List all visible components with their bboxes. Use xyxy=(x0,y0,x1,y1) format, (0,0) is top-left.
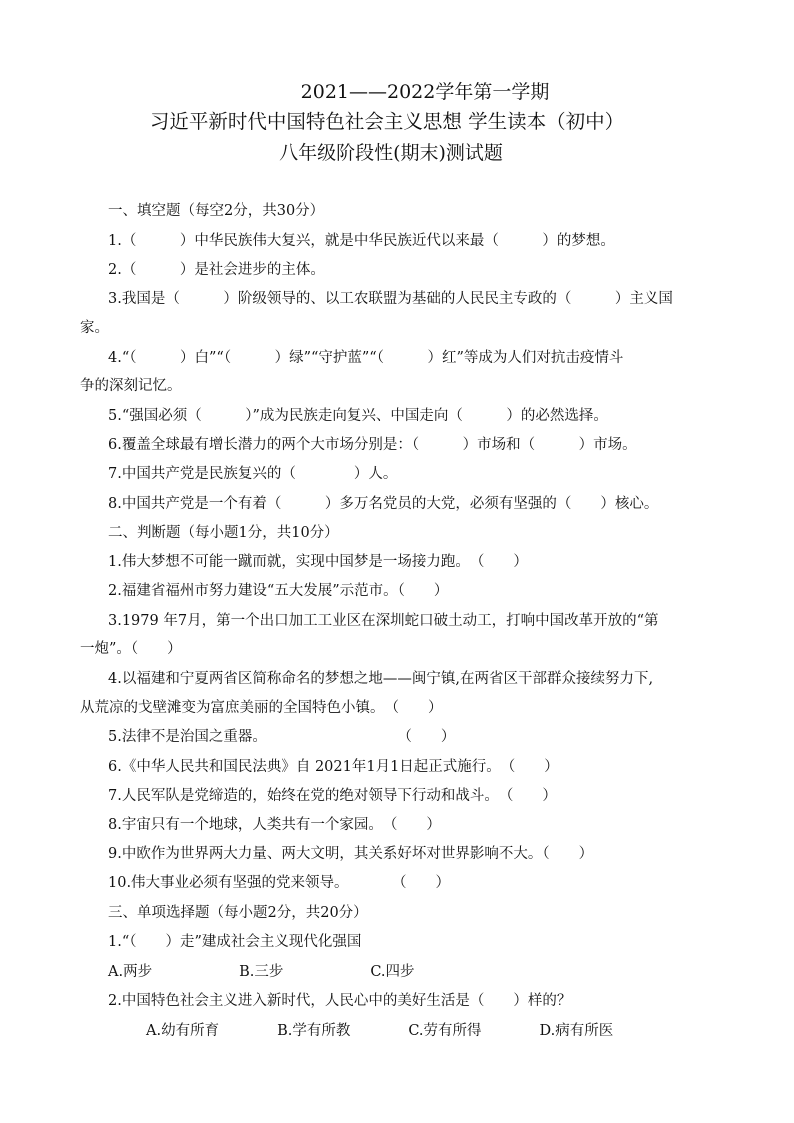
fill-question-7: 7.中国共产党是民族复兴的（ ）人。 xyxy=(108,466,398,482)
fill-question-2: 2.（ ）是社会进步的主体。 xyxy=(108,262,325,278)
choice-question-1: 1.“（ ）走”建成社会主义现代化强国 xyxy=(108,934,362,950)
judge-question-5: 5.法律不是治国之重器。 （ ） xyxy=(108,729,456,745)
choice-question-2: 2.中国特色社会主义进入新时代，人民心中的美好生活是（ ）样的？ xyxy=(108,993,572,1009)
choice-question-1-options: A.两步 B.三步 C.四步 xyxy=(108,964,415,980)
fill-question-5: 5.“强国必须（ ）”成为民族走向复兴、中国走向（ ）的必然选择。 xyxy=(108,408,608,424)
judge-question-6: 6.《中华人民共和国民法典》自 2021年1月1日起正式施行。 （ ） xyxy=(108,759,559,775)
section-heading-fill-blank: 一、填空题（每空2分，共30分） xyxy=(108,203,325,219)
fill-question-3-cont: 家。 xyxy=(80,320,109,336)
exam-paper-title: 八年级阶段性(期末)测试题 xyxy=(279,142,503,164)
judge-question-3: 3.1979 年7月，第一个出口加工工业区在深圳蛇口破土动工，打响中国改革开放的“第 xyxy=(108,613,659,629)
fill-question-4: 4.“（ ）白”“（ ）绿”“守护蓝”“（ ）红”等成为人们对抗击疫情斗 xyxy=(108,350,624,366)
section-heading-single-choice: 三、单项选择题（每小题2分，共20分） xyxy=(108,905,368,921)
judge-question-3-cont: 一炮”。（ ） xyxy=(80,641,182,657)
judge-question-7: 7.人民军队是党缔造的，始终在党的绝对领导下行动和战斗。 （ ） xyxy=(108,788,557,804)
judge-question-10: 10.伟大事业必须有坚强的党来领导。 （ ） xyxy=(108,875,451,891)
judge-question-4-cont: 从荒凉的戈壁滩变为富庶美丽的全国特色小镇。 （ ） xyxy=(80,700,443,716)
fill-question-1: 1.（ ）中华民族伟大复兴，就是中华民族近代以来最（ ）的梦想。 xyxy=(108,233,615,249)
judge-question-9: 9.中欧作为世界两大力量、两大文明，其关系好坏对世界影响不大。（ ） xyxy=(108,846,594,862)
fill-question-8: 8.中国共产党是一个有着（ ）多万名党员的大党，必须有坚强的（ ）核心。 xyxy=(108,496,659,512)
fill-question-3: 3.我国是（ ）阶级领导的、以工农联盟为基础的人民民主专政的（ ）主义国 xyxy=(108,291,673,307)
judge-question-1: 1.伟大梦想不可能一蹴而就，实现中国梦是一场接力跑。 （ ） xyxy=(108,554,528,570)
exam-subject-title: 习近平新时代中国特色社会主义思想 学生读本（初中） xyxy=(149,110,625,133)
judge-question-8: 8.宇宙只有一个地球，人类共有一个家园。 （ ） xyxy=(108,817,441,833)
fill-question-4-cont: 争的深刻记忆。 xyxy=(80,378,182,394)
section-heading-true-false: 二、判断题（每小题1分，共10分） xyxy=(108,525,339,541)
judge-question-4: 4.以福建和宁夏两省区简称命名的梦想之地——闽宁镇,在两省区干部群众接续努力下, xyxy=(108,671,654,687)
choice-question-2-options: A.幼有所育 B.学有所教 C.劳有所得 D.病有所医 xyxy=(146,1023,614,1039)
fill-question-6: 6.覆盖全球最有增长潜力的两个大市场分别是：（ ）市场和（ ）市场。 xyxy=(108,437,637,453)
judge-question-2: 2.福建省福州市努力建设“五大发展”示范市。（ ） xyxy=(108,583,449,599)
exam-year-term: 2021——2022学年第一学期 xyxy=(300,81,550,103)
